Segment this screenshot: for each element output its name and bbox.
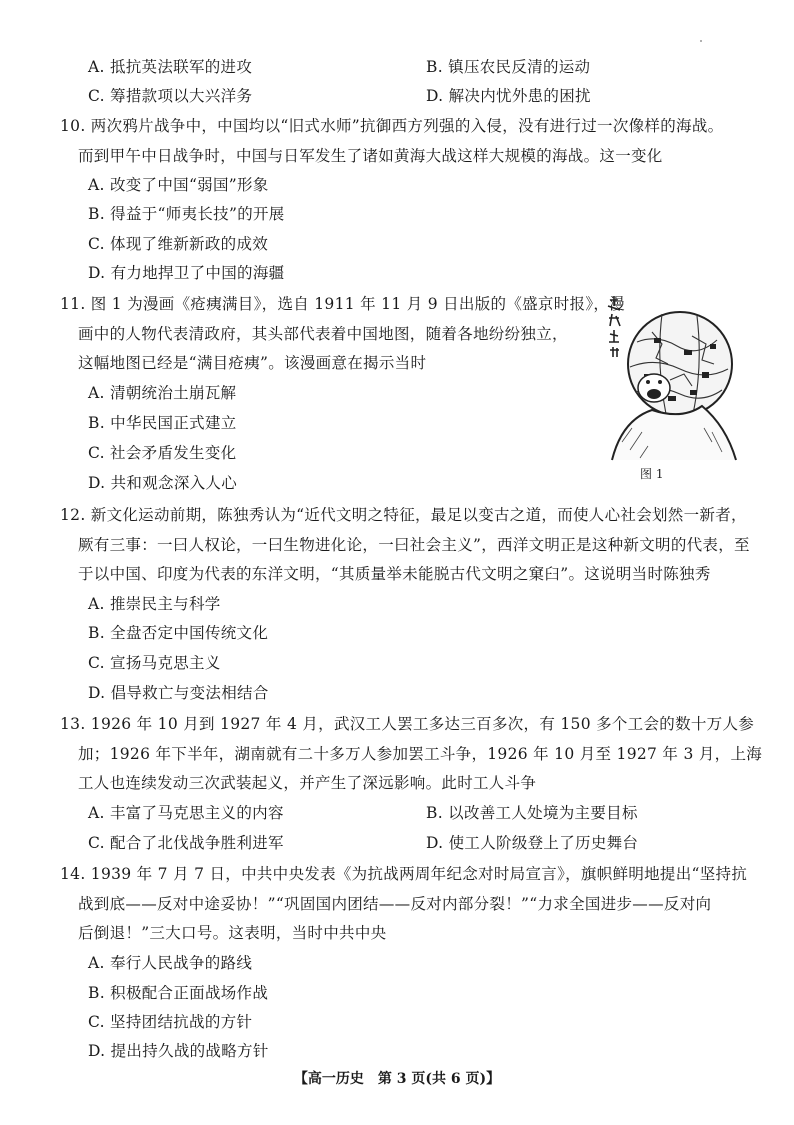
- q12-stem-line-2: 厥有三事：一曰人权论，一曰生物进化论，一曰社会主义”，西洋文明正是这种新文明的代表，至: [78, 536, 750, 554]
- q14-option-d: D. 提出持久战的战略方针: [88, 1042, 269, 1060]
- q9-option-b: B. 镇压农民反清的运动: [426, 58, 591, 76]
- q9-option-c: C. 筹措款项以大兴洋务: [88, 87, 253, 105]
- q13-option-d: D. 使工人阶级登上了历史舞台: [426, 834, 639, 852]
- q11-stem-line-3: 这幅地图已经是“满目疮痍”。该漫画意在揭示当时: [78, 354, 427, 372]
- q11-option-d: D. 共和观念深入人心: [88, 474, 238, 492]
- q12-option-b: B. 全盘否定中国传统文化: [88, 624, 269, 642]
- q11-stem-line-2: 画中的人物代表清政府，其头部代表着中国地图，随着各地纷纷独立，: [78, 325, 568, 343]
- figure-caption: 图 1: [640, 467, 664, 481]
- q11-option-c: C. 社会矛盾发生变化: [88, 444, 237, 462]
- q9-option-a: A. 抵抗英法联军的进攻: [88, 58, 253, 76]
- open-mouth: [647, 389, 661, 399]
- q10-option-b: B. 得益于“师夷长技”的开展: [88, 205, 285, 223]
- q14-option-c: C. 坚持团结抗战的方针: [88, 1013, 253, 1031]
- q12-option-a: A. 推崇民主与科学: [88, 595, 221, 613]
- handwritten-title-mark: [608, 296, 620, 357]
- q14-stem-line-3: 后倒退！”三大口号。这表明，当时中共中央: [78, 924, 387, 942]
- q14-stem-line-1: 14. 1939 年 7 月 7 日，中共中央发表《为抗战两周年纪念对时局宣言》，旗帜鲜明地提出“坚持抗: [60, 865, 748, 883]
- q11-option-a: A. 清朝统治土崩瓦解: [88, 384, 237, 402]
- q13-stem-line-1: 13. 1926 年 10 月到 1927 年 4 月，武汉工人罢工多达三百多次，有 150 多个工会的数十万人参: [60, 715, 755, 733]
- q10-stem-line-2: 而到甲午中日战争时，中国与日军发生了诸如黄海大战这样大规模的海战。这一变化: [78, 147, 663, 165]
- map-globe-head: [628, 312, 732, 416]
- q13-stem-line-3: 工人也连续发动三次武装起义，并产生了深远影响。此时工人斗争: [78, 774, 537, 792]
- q11-option-b: B. 中华民国正式建立: [88, 414, 237, 432]
- q10-option-d: D. 有力地捍卫了中国的海疆: [88, 264, 285, 282]
- q12-option-c: C. 宣扬马克思主义: [88, 654, 221, 672]
- q11-stem-line-1: 11. 图 1 为漫画《疮痍满目》，选自 1911 年 11 月 9 日出版的《盛京时报》，漫: [60, 295, 625, 313]
- q14-option-b: B. 积极配合正面战场作战: [88, 984, 269, 1002]
- q13-option-c: C. 配合了北伐战争胜利进军: [88, 834, 284, 852]
- cartoon-illustration: [592, 292, 742, 462]
- scan-speck: [700, 40, 702, 42]
- page-footer: 【高一历史 第 3 页(共 6 页)】: [293, 1071, 501, 1087]
- q14-stem-line-2: 战到底——反对中途妥协！”“巩固国内团结——反对内部分裂！”“力求全国进步——反对向: [78, 895, 712, 913]
- figure-body: [612, 406, 736, 460]
- q10-option-a: A. 改变了中国“弱国”形象: [88, 176, 269, 194]
- q9-option-d: D. 解决内忧外患的困扰: [426, 87, 591, 105]
- q13-option-b: B. 以改善工人处境为主要目标: [426, 804, 638, 822]
- q12-option-d: D. 倡导救亡与变法相结合: [88, 684, 269, 702]
- q10-stem-line-1: 10. 两次鸦片战争中，中国均以“旧式水师”抗御西方列强的入侵，没有进行过一次像样的海战。: [60, 117, 724, 135]
- cartoon-figure: [592, 292, 742, 462]
- q10-option-c: C. 体现了维新新政的成效: [88, 235, 269, 253]
- q12-stem-line-1: 12. 新文化运动前期，陈独秀认为“近代文明之特征，最足以变古之道，而使人心社会划然一新者，: [60, 506, 747, 524]
- q12-stem-line-3: 于以中国、印度为代表的东洋文明，“其质量举未能脱古代文明之窠臼”。这说明当时陈独秀: [78, 565, 711, 583]
- q13-stem-line-2: 加；1926 年下半年，湖南就有二十多万人参加罢工斗争，1926 年 10 月至 1927 年 3 月，上海: [78, 745, 763, 763]
- q13-option-a: A. 丰富了马克思主义的内容: [88, 804, 284, 822]
- q14-option-a: A. 奉行人民战争的路线: [88, 954, 253, 972]
